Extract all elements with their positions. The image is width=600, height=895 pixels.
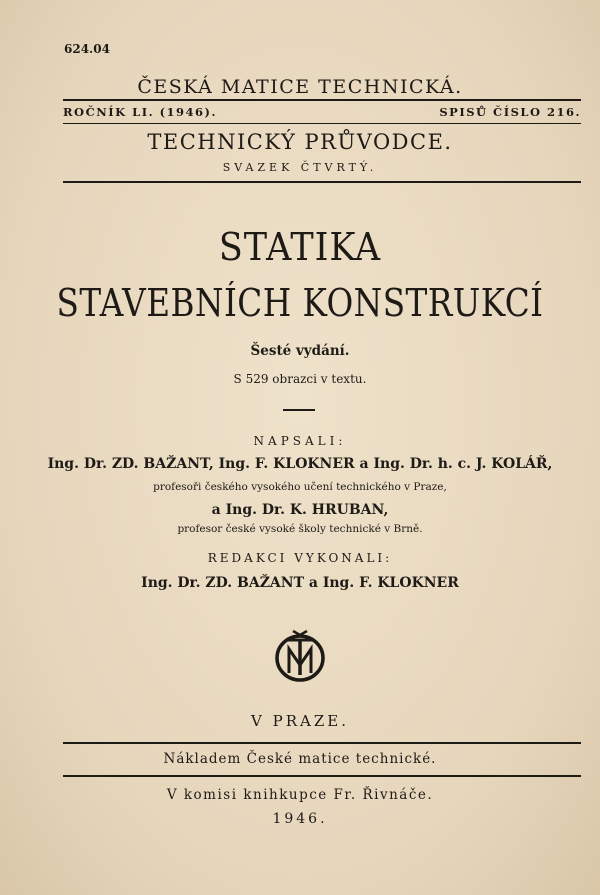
authors-affiliation-1: profesoři českého vysokého učení technického v Praze, [153, 481, 447, 493]
imprint-rule-top [63, 742, 581, 744]
publisher-monogram-icon [268, 625, 332, 685]
authors-line-2: a Ing. Dr. K. HRUBAN, [211, 502, 389, 518]
authors-line-1: Ing. Dr. ZD. BAŽANT, Ing. F. KLOKNER a Ing. Dr. h. c. J. KOLÁŘ, [47, 456, 553, 472]
editors-heading: REDAKCI VYKONALI: [207, 551, 393, 565]
authors-affiliation-2: profesor české vysoké školy technické v Brně. [177, 523, 423, 535]
imprint-rule-bottom [63, 775, 581, 777]
top-rule [63, 99, 581, 101]
series-number: SPISŮ ČÍSLO 216. [439, 105, 581, 119]
society-name: ČESKÁ MATICE TECHNICKÁ. [137, 76, 463, 98]
volume-row [63, 105, 581, 119]
year: 1946. [272, 811, 328, 827]
divider [283, 409, 315, 411]
figures-note: S 529 obrazci v textu. [233, 372, 367, 386]
volume-label: ROČNÍK LI. (1946). [63, 105, 217, 119]
series-volume: SVAZEK ČTVRTÝ. [222, 161, 378, 174]
publisher: Nákladem České matice technické. [163, 751, 437, 767]
title-line-1: STATIKA [218, 225, 382, 269]
class-number: 624.04 [64, 42, 110, 56]
authors-heading: NAPSALI: [253, 434, 347, 448]
city: V PRAZE. [251, 712, 349, 730]
header-rule [63, 181, 581, 183]
title-line-2: STAVEBNÍCH KONSTRUKCÍ [56, 281, 544, 325]
volume-rule [63, 123, 581, 124]
edition: Šesté vydání. [250, 343, 350, 359]
commission: V komisi knihkupce Fr. Řivnáče. [166, 787, 434, 803]
series-title: TECHNICKÝ PRŮVODCE. [147, 130, 453, 154]
editors-names: Ing. Dr. ZD. BAŽANT a Ing. F. KLOKNER [141, 575, 459, 591]
